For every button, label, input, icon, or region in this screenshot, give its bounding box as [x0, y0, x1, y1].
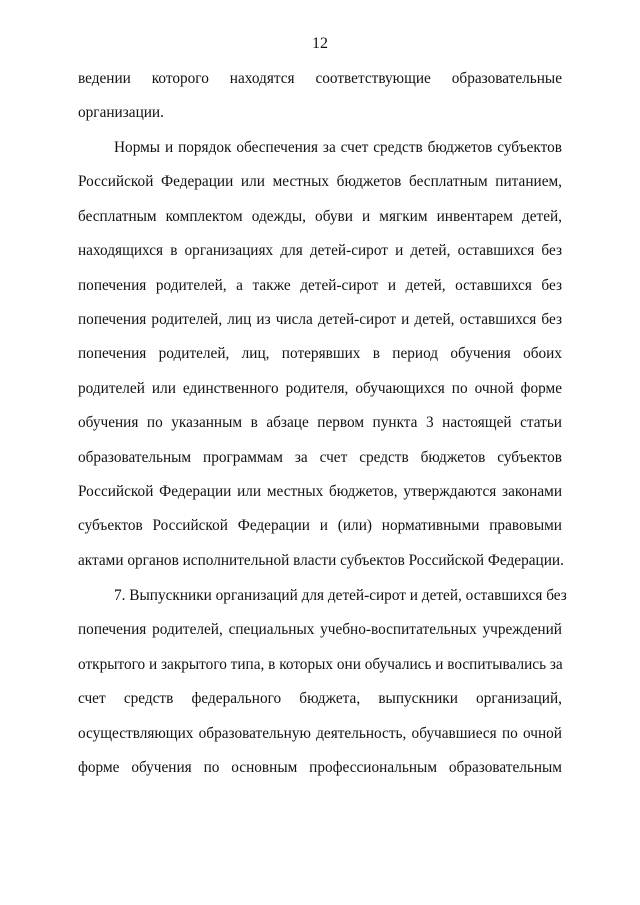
text-line: находящихся в организациях для детей-сирот и детей, оставшихся без [78, 242, 562, 260]
text-line: попечения родителей, лиц из числа детей-сирот и детей, оставшихся без [78, 310, 562, 328]
paragraph-continuation [78, 62, 562, 131]
paragraph-norms [78, 131, 562, 578]
text-line: попечения родителей, лиц, потерявших в период обучения обоих [78, 345, 562, 363]
text-line: Нормы и порядок обеспечения за счет средств бюджетов субъектов [114, 139, 562, 156]
text-line: форме обучения по основным профессиональным образовательным [78, 758, 562, 776]
text-line: субъектов Российской Федерации и (или) нормативными правовыми [78, 517, 562, 535]
page-number: 12 [312, 35, 328, 52]
paragraph-item-7 [78, 579, 567, 785]
text-line: счет средств федерального бюджета, выпускники организаций, [78, 690, 562, 708]
text-line: родителей или единственного родителя, обучающихся по очной форме [78, 379, 562, 397]
text-line: актами органов исполнительной власти субъектов Российской Федерации. [78, 551, 564, 569]
text-line: Российской Федерации или местных бюджетов, утверждаются законами [78, 482, 562, 500]
text-line: ведении которого находятся соответствующие образовательные [78, 70, 562, 87]
text-line: образовательным программам за счет средств бюджетов субъектов [78, 448, 562, 466]
text-line: организации. [78, 104, 164, 122]
text-line: Российской Федерации или местных бюджетов бесплатным питанием, [78, 173, 562, 191]
text-line: осуществляющих образовательную деятельность, обучавшиеся по очной [78, 724, 562, 742]
text-line: бесплатным комплектом одежды, обуви и мягким инвентарем детей, [78, 207, 562, 225]
text-line: обучения по указанным в абзаце первом пункта 3 настоящей статьи [78, 414, 562, 432]
text-line: попечения родителей, а также детей-сирот и детей, оставшихся без [78, 276, 562, 294]
text-line: попечения родителей, специальных учебно-воспитательных учреждений [78, 621, 562, 639]
text-line: открытого и закрытого типа, в которых они обучались и воспитывались за [78, 655, 563, 673]
text-line: 7. Выпускники организаций для детей-сирот и детей, оставшихся без [114, 587, 567, 604]
